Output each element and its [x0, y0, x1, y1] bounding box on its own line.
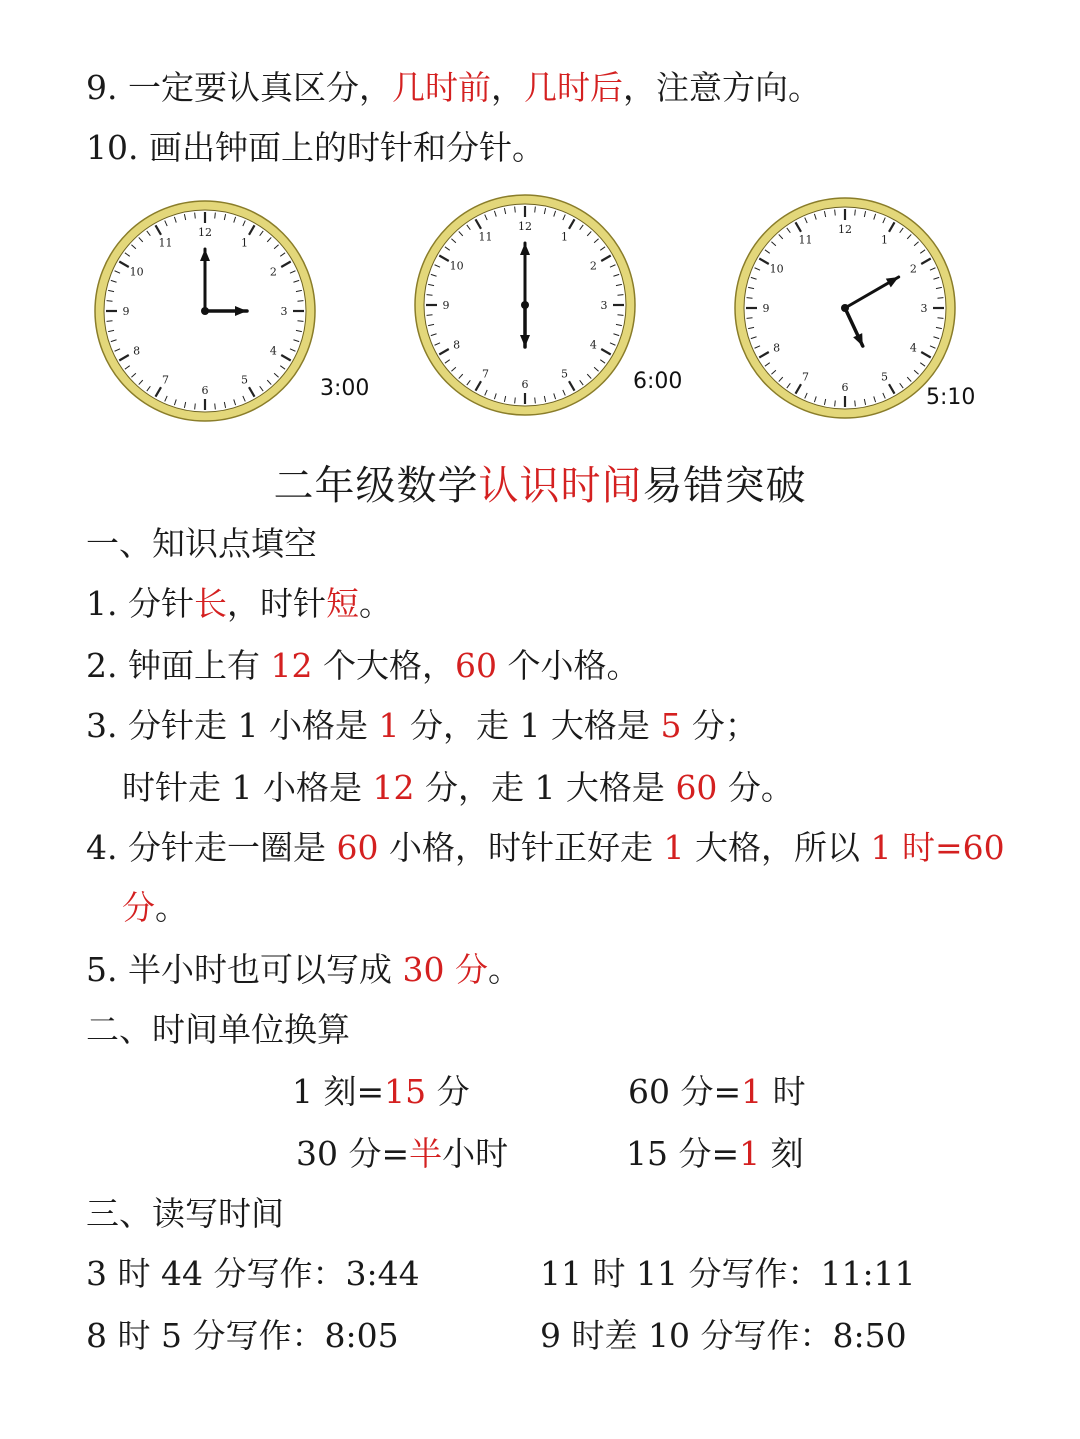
highlight-text: 后	[590, 68, 623, 107]
clock-center	[201, 307, 209, 315]
clock-face-1	[90, 196, 320, 426]
minute-tick	[835, 400, 836, 406]
page-title	[0, 462, 1080, 510]
item-text: 时针走 1 小格是	[122, 768, 373, 807]
clock-numeral: 4	[269, 344, 277, 358]
question-4-continued	[122, 888, 188, 928]
read-write-item: 11 时 11 分写作：11:11	[540, 1254, 916, 1293]
item-text: 分，走 1 大格是	[399, 706, 661, 745]
clock-numeral: 12	[838, 223, 852, 236]
clock-numeral: 4	[589, 338, 597, 352]
conversion-text: 1 刻=	[292, 1072, 385, 1111]
clock-numeral: 12	[518, 220, 532, 233]
item-text: 分针走一圈是	[128, 828, 337, 867]
clock-svg	[90, 196, 320, 426]
minute-tick	[535, 397, 536, 403]
answer-text: 60	[336, 828, 379, 867]
clock-numeral: 11	[798, 233, 813, 247]
clock-numeral: 1	[241, 236, 248, 250]
title-highlight: 认识时间	[478, 463, 643, 509]
item-number: 9.	[86, 68, 118, 107]
item-text: 。	[487, 950, 521, 989]
minute-tick	[937, 298, 943, 299]
item-text: 分。	[717, 768, 794, 807]
answer-text: 长	[194, 584, 227, 623]
answer-text: 1	[739, 1134, 761, 1173]
clock-numeral: 10	[769, 262, 784, 276]
item-text: 大格，所以	[684, 828, 871, 867]
item-text: 分，走 1 大格是	[414, 768, 676, 807]
read-write-item: 3 时 44 分写作：3:44	[86, 1254, 420, 1293]
conversion-text: 分	[426, 1072, 470, 1111]
clock-numeral: 3	[920, 302, 928, 315]
item-text: 。	[359, 584, 392, 623]
answer-text: 1	[741, 1072, 763, 1111]
item-text: ，注意方向。	[623, 68, 821, 107]
item-text: 个大格，	[312, 646, 455, 685]
minute-tick	[297, 301, 303, 302]
clock-numeral: 7	[482, 367, 489, 381]
question-2	[86, 646, 640, 686]
clock-numeral: 9	[442, 299, 450, 312]
answer-text: 60	[455, 646, 497, 685]
clock-face-2	[410, 190, 640, 420]
conversion-text: 15 分=	[626, 1134, 740, 1173]
minute-tick	[855, 210, 856, 216]
clock-numeral: 11	[158, 236, 173, 250]
minute-tick	[195, 403, 196, 409]
question-5	[86, 950, 521, 990]
answer-text: 1	[378, 706, 400, 745]
item-text: 画出钟面上的时针和分针。	[148, 128, 545, 167]
item-number: 3.	[86, 706, 118, 745]
answer-text: 30 分	[402, 950, 488, 989]
clock-numeral: 3	[600, 299, 608, 312]
answer-text: 60	[675, 768, 718, 807]
minute-tick	[107, 301, 113, 302]
clock-numeral: 7	[802, 370, 809, 384]
highlight-text: 前	[458, 68, 491, 107]
question-1	[86, 584, 392, 624]
answer-text: 半	[409, 1134, 443, 1173]
clock-numeral: 9	[762, 302, 770, 315]
clock-numeral: 5	[241, 373, 248, 387]
title-part: 易错突破	[642, 463, 807, 509]
read-write-item: 8 时 5 分写作：8:05	[86, 1316, 399, 1355]
conversion-text: 60 分=	[628, 1072, 742, 1111]
section-heading-2: 二、时间单位换算	[86, 1010, 350, 1049]
item-number: 2.	[86, 646, 118, 685]
clock-numeral: 8	[453, 338, 461, 352]
minute-tick	[515, 207, 516, 213]
clock-numeral: 6	[521, 378, 529, 391]
minute-tick	[515, 397, 516, 403]
clock-center	[841, 304, 849, 312]
tip-item-10	[86, 128, 545, 168]
clock-time-label-1: 3:00	[320, 376, 370, 401]
clock-numeral: 7	[162, 373, 169, 387]
question-4	[86, 828, 1005, 868]
clock-numeral: 1	[881, 233, 888, 247]
answer-text: 15	[384, 1072, 427, 1111]
item-text: 一定要认真区分，	[128, 68, 392, 107]
clock-numeral: 2	[589, 259, 597, 273]
item-number: 4.	[86, 828, 118, 867]
clock-time-label-2: 6:00	[633, 369, 683, 394]
minute-tick	[215, 213, 216, 219]
item-text: 钟面上有	[128, 646, 271, 685]
conversion-row-1-left	[292, 1072, 470, 1112]
answer-text: 12	[372, 768, 415, 807]
highlight-text: 几时	[524, 68, 590, 107]
item-number: 10.	[86, 128, 139, 167]
item-text: 分针	[128, 584, 194, 623]
clock-numeral: 5	[881, 370, 888, 384]
clock-numeral: 10	[449, 259, 464, 273]
conversion-text: 小时	[442, 1134, 509, 1173]
minute-tick	[937, 318, 943, 319]
title-part: 二年级数学	[273, 463, 479, 509]
minute-tick	[427, 295, 433, 296]
clock-numeral: 6	[201, 384, 209, 397]
minute-tick	[617, 315, 623, 316]
item-text: 半小时也可以写成	[128, 950, 403, 989]
clock-numeral: 10	[129, 265, 144, 279]
answer-text: 1	[663, 828, 685, 867]
answer-text: 短	[326, 584, 359, 623]
minute-tick	[617, 295, 623, 296]
item-text: 分针走 1 小格是	[128, 706, 379, 745]
question-3-continued	[122, 768, 794, 808]
clock-numeral: 8	[133, 344, 141, 358]
read-write-item: 9 时差 10 分写作：8:50	[540, 1316, 907, 1355]
conversion-row-2-right	[626, 1134, 804, 1174]
item-text: ，时针	[227, 584, 326, 623]
highlight-text: 几时	[392, 68, 458, 107]
conversion-text: 刻	[760, 1134, 804, 1173]
conversion-text: 时	[762, 1072, 806, 1111]
tip-item-9	[86, 68, 821, 108]
item-text: 。	[155, 888, 188, 927]
minute-tick	[835, 210, 836, 216]
conversion-row-2-left	[296, 1134, 508, 1174]
clock-numeral: 2	[269, 265, 277, 279]
section-heading-3: 三、读写时间	[86, 1194, 284, 1233]
clock-numeral: 4	[909, 341, 917, 355]
item-number: 1.	[86, 584, 118, 623]
clock-numeral: 9	[122, 305, 130, 318]
minute-tick	[535, 207, 536, 213]
clock-numeral: 8	[773, 341, 781, 355]
conversion-text: 30 分=	[296, 1134, 410, 1173]
minute-tick	[747, 298, 753, 299]
minute-tick	[427, 315, 433, 316]
minute-tick	[195, 213, 196, 219]
clock-numeral: 1	[561, 230, 568, 244]
clock-numeral: 11	[478, 230, 493, 244]
conversion-row-1-right	[628, 1072, 806, 1112]
answer-text: 分	[122, 888, 155, 927]
minute-tick	[215, 403, 216, 409]
minute-tick	[297, 321, 303, 322]
clock-center	[521, 301, 529, 309]
answer-text: 1 时=60	[870, 828, 1005, 867]
clock-svg	[410, 190, 640, 420]
answer-text: 5	[660, 706, 682, 745]
question-3	[86, 706, 758, 746]
item-text: ，	[491, 68, 524, 107]
section-heading-1: 一、知识点填空	[86, 524, 317, 563]
minute-tick	[855, 400, 856, 406]
item-text: 分；	[681, 706, 758, 745]
item-text: 小格，时针正好走	[378, 828, 664, 867]
clock-numeral: 6	[841, 381, 849, 394]
clock-numeral: 12	[198, 226, 212, 239]
clock-numeral: 5	[561, 367, 568, 381]
minute-tick	[107, 321, 113, 322]
clock-numeral: 2	[909, 262, 917, 276]
item-text: 个小格。	[497, 646, 640, 685]
clock-time-label-3: 5:10	[926, 385, 976, 410]
clock-numeral: 3	[280, 305, 288, 318]
item-number: 5.	[86, 950, 118, 989]
minute-tick	[747, 318, 753, 319]
answer-text: 12	[270, 646, 313, 685]
